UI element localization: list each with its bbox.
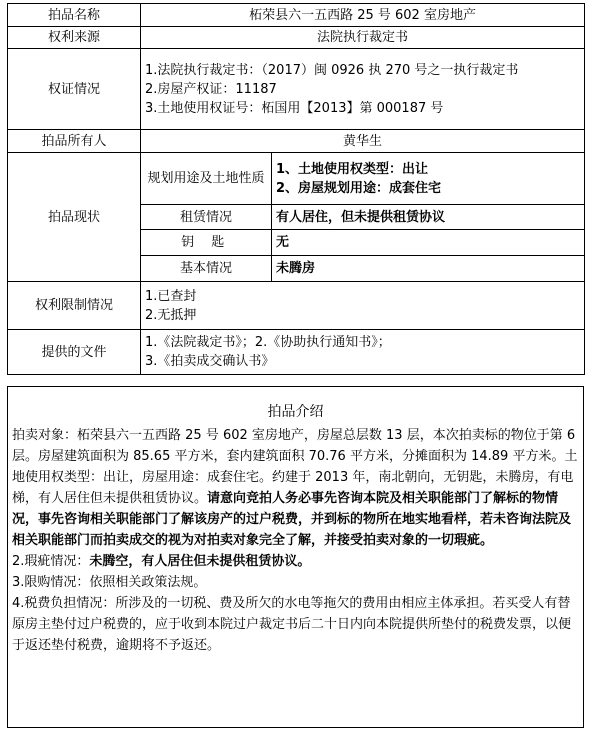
auction-info-table	[7, 3, 585, 375]
planning-item: 2、房屋规划用途：成套住宅	[276, 180, 442, 196]
auction-intro-section	[7, 386, 584, 728]
certificate-item: 3.土地使用权证号：柘国用【2013】第 000187 号	[145, 100, 444, 116]
basic-label: 基本情况	[141, 256, 272, 282]
rights-source-value: 法院执行裁定书	[141, 27, 585, 49]
planning-item: 1、土地使用权类型：出让	[276, 161, 429, 177]
lease-value: 有人居住，但未提供租赁协议	[272, 205, 585, 230]
keys-label: 钥 匙	[141, 230, 272, 256]
restriction-item: 2.无抵押	[145, 307, 197, 323]
certificate-label: 权证情况	[8, 49, 141, 130]
planning-values	[272, 153, 585, 205]
intro-paragraph-3: 3.限购情况：依照相关政策法规。	[12, 575, 207, 590]
intro-p2-bold: 未腾空，有人居住但未提供租赁协议。	[89, 554, 311, 569]
status-label: 拍品现状	[8, 153, 141, 282]
document-item: 1.《法院裁定书》；2.《协助执行通知书》；	[145, 335, 391, 350]
intro-paragraph-1	[12, 425, 579, 551]
rights-source-label: 权利来源	[8, 27, 141, 49]
documents-label: 提供的文件	[8, 330, 141, 375]
intro-p1-bold-notice: 请意向竞拍人务必事先咨询本院及相关职能部门了解标的物情况，事先咨询相关职能部门了解该房产的过户税费，并到标的物所在地实地看样，若未咨询法院及相关职能部门而拍卖成交的视为对拍卖对象完全了解，并接受拍卖对象的一切瑕疵。	[12, 491, 572, 548]
certificate-list	[141, 49, 585, 130]
owner-value: 黄华生	[141, 130, 585, 153]
intro-title: 拍品介绍	[267, 404, 324, 420]
basic-value: 未腾房	[272, 256, 585, 282]
restriction-label: 权利限制情况	[8, 282, 141, 330]
owner-label: 拍品所有人	[8, 130, 141, 153]
intro-paragraph-4: 4.税费负担情况：所涉及的一切税、费及所欠的水电等拖欠的费用由相应主体承担。若买受人有替原房主垫付过户税费的，应于收到本院过户裁定书后二十日内向本院提供所垫付的税费发票，以便于返还垫付税费，逾期将不予返还。	[12, 596, 572, 653]
intro-p2-label: 2.瑕疵情况：	[12, 554, 90, 569]
intro-p1-text: 拍卖对象：柘荣县六一五西路 25 号 602 室房地产，房屋总层数 13 层，本次拍卖标的物位于第 6 层。房屋建筑面积为 85.65 平方米，套内建筑面积 70.76 平方米，分摊面积为 14.89 平方米。土地使用权类型：出让，房屋用途：成套住宅。约建于 2013 年，南北朝向，无钥匙，未腾房，有电梯，有人居住但未提供租赁协议。	[12, 428, 578, 506]
documents-list	[141, 330, 585, 375]
item-name-label: 拍品名称	[8, 4, 141, 27]
restriction-item: 1.已查封	[145, 288, 197, 304]
certificate-item: 2.房屋产权证：11187	[145, 81, 277, 97]
item-name-value: 柘荣县六一五西路 25 号 602 室房地产	[141, 4, 585, 27]
intro-paragraph-2	[12, 551, 579, 572]
keys-value: 无	[272, 230, 585, 256]
restriction-list	[141, 282, 585, 330]
planning-label: 规划用途及土地性质	[141, 153, 272, 205]
document-item: 3.《拍卖成交确认书》	[145, 354, 275, 369]
certificate-item: 1.法院执行裁定书：（2017）闽 0926 执 270 号之一执行裁定书	[145, 62, 519, 78]
lease-label: 租赁情况	[141, 205, 272, 230]
